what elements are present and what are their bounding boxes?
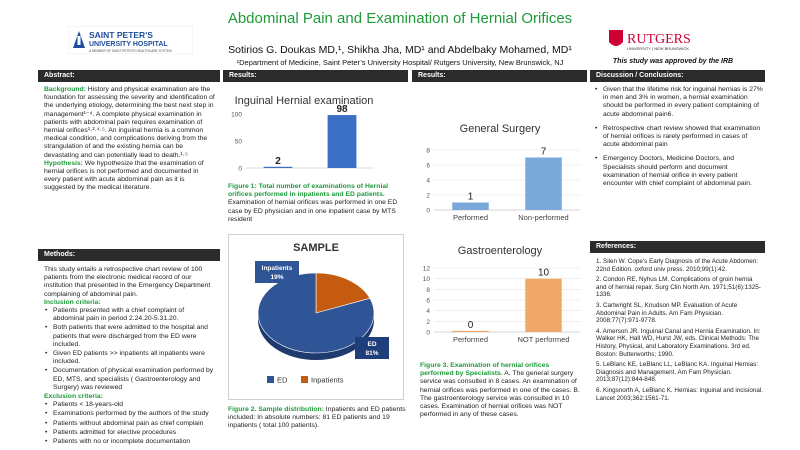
list-item: • Documentation of physical examination performed by ED, MTS, and specialists ( Gastroenterology and Surgery) was reviewed [44,367,216,392]
reference-item: 5. LeBlanc KE, LeBlanc LL, LeBlanc KA. Inguinal Hernias: Diagnosis and Management. Am Fam Physician. 2013;87(12):844-848. [596,361,759,384]
reference-item: 4. Amerson JR. Inguinal Canal and Hernia Examination. In: Walker HK, Hall WD, Hurst JW, eds. Clinical Methods: The History, Physical, and Laboratory Examinations. 3rd ed. Boston: Butterworths; 1990. [596,327,761,358]
fig3-caption: Figure 3. Examination of hernial orifices performed by Specialists. A. The general surgery service was consulted in 8 cases. An examination of hernial orifices was performed in one of the cases. B. The gastroenterology service was consulted in 10 cases. Examination of hernial orifices was NOT performed in any of these cases. [420,362,580,419]
data-label: 0 [467,319,474,331]
poster-title: Abdominal Pain and Examination of Hernial Orifices [227,10,573,27]
category-label: NOT performed [517,335,570,344]
references-body [596,258,764,405]
bar [452,203,489,211]
reference-item: 6. Kingsnorth A, LeBlanc K. Hernias: inguinal and incisional. Lancet 2003;362:1561-71. [596,386,763,402]
affiliation: ¹Department of Medicine, Saint Peter’s University Hospital/ Rutgers University, New Brunswick, NJ [236,58,564,67]
list-item: • Given ED patients >> inpatients all inpatients were included. [44,350,216,366]
legend-swatch [267,376,274,383]
category-label: Performed [452,213,489,222]
discussion-body [594,86,764,189]
y-tick-label: 2 [426,318,430,326]
abstract-background: Background: History and physical examination are the foundation for assessing the severity and identification of the underlying etiology, determining the best next step in management¹⁻⁴. A complete physical examination in patients with abdominal pain requires examination of hernial orifices¹·²·⁴·⁵. An inguinal hernia is a common medical condition, and complications deriving from the strangulation of and the existing hernia can be devastating and can potentially lead to death.¹·⁵ [44,86,215,159]
bar [264,167,293,168]
list-item: • Patients < 18-years-old [44,401,216,409]
abstract-body [44,86,216,193]
slice-label: 19% [270,274,284,281]
y-tick-label: 4 [426,177,430,185]
y-tick-label: 0 [426,207,430,215]
y-tick-label: 6 [426,162,430,170]
y-tick-label: 2 [426,192,430,200]
discussion-header: Discussion / Conclusions: [590,70,765,82]
inclusion-list [44,307,216,392]
list-item: • Patients admitted for elective procedures [44,429,216,437]
legend-label: Inpatients [311,375,344,385]
irb-note: This study was approved by the IRB [612,58,734,65]
sample-pie-chart [228,234,404,400]
logo-left-line1: SAINT PETER'S [89,30,153,40]
gastroenterology-chart [414,240,586,356]
data-label: 7 [540,146,547,158]
y-tick-label: 0 [426,329,430,337]
results-header-2: Results: [412,70,587,82]
abstract-hypothesis: Hypothesis: We hypothesize that the examination of hernial orifices is not performed and documented in every patient with acute abdominal pain as it is suggested by the medical literature. [44,159,204,192]
list-item: • Patients without abdominal pain as chief complain [44,420,216,428]
methods-body [44,266,216,447]
chart-title: SAMPLE [293,242,339,254]
inclusion-label: Inclusion criteria: [44,298,101,306]
legend-label: ED [277,375,288,385]
exclusion-label: Exclusion criteria: [44,393,103,401]
reference-item: 3. Cartwright SL, Knudson MP. Evaluation of Acute Abdominal Pain in Adults. Am Fam Physician. 2008;77(7):971-9778. [596,301,738,325]
data-label: 10 [537,267,550,279]
list-item: • Retrospective chart review showed that examination of hernial orifices is rarely performed in cases of acute abdominal pain [594,125,764,150]
category-label: Non-performed [518,213,569,222]
logo-right-sub: UNIVERSITY | NEW BRUNSWICK [627,46,690,51]
list-item: • Patients with no or incomplete documentation [44,438,216,446]
y-tick-label: 8 [426,147,430,155]
list-item: • Both patients that were admitted to the hospital and patients that were discharged from the ED were included. [44,324,216,349]
fig2-caption: Figure 2. Sample distribution: Inpatients and ED patients included: In absolute numbers: 81 ED patients and 19 inpatients ( total 100 patients). [228,406,406,430]
y-tick-label: 12 [422,265,430,273]
slice-label: Inpatients [261,265,293,272]
bar [525,158,562,211]
data-label: 1 [467,191,474,203]
slice-label: ED [367,341,377,348]
y-tick-label: 50 [234,138,242,146]
general-surgery-chart [414,118,586,234]
discussion-list [594,86,764,188]
y-tick-label: 0 [238,165,242,173]
bar [452,331,489,332]
references-header: References: [590,241,765,253]
category-label: Performed [452,335,489,344]
methods-header: Methods: [38,249,220,261]
bar [328,115,357,168]
bar [525,279,562,332]
fig1-caption: Figure 1: Total number of examinations of Hernial orifices performed in inpatients and ED patients. Examination of hernial orifices was performed in one ED case by ED physician and in one inpatient case by MTS resident [228,183,398,223]
list-item: • Patients presented with a chief complaint of abdominal pain in period 2.24.20-5.31.20. [44,307,216,323]
list-item: • Given that the lifetime risk for inguinal hernias is 27% in men and 3% in women, a hernial examination should be performed in every patient complaining of acute abdominal pain6. [594,86,764,119]
y-tick-label: 4 [426,308,430,316]
data-label: 98 [336,104,348,116]
list-item: • Examinations performed by the authors of the study [44,410,216,418]
abstract-header: Abstract: [38,70,220,82]
logo-left-line3: A MEMBER OF SAINT PETER'S HEALTHCARE SYSTEM [89,49,172,53]
list-item: • Emergency Doctors, Medicine Doctors, and Specialists should perform and document examination of hernial orifice in every patient encounter with chief complaint of abdominal pain. [594,155,764,188]
reference-item: 2. Condon RE, Nyhus LM. Complications of groin hernia and of hernial repair. Surg Clin North Am. 1971;51(6):1325-1336. [596,276,761,299]
results-header-1: Results: [223,70,408,82]
y-tick-label: 8 [426,286,430,294]
inguinal-chart [224,86,409,180]
chart-title: General Surgery [459,123,541,135]
exclusion-list [44,401,216,446]
y-tick-label: 6 [426,297,430,305]
data-label: 2 [275,155,281,167]
chart-title: Inguinal Hernial examination [234,95,374,107]
chart-title: Gastroenterology [457,245,543,257]
logo-left-line2: UNIVERSITY HOSPITAL [89,41,168,48]
y-tick-label: 100 [231,111,242,119]
y-tick-label: 10 [422,276,430,284]
logo-right-name: RUTGERS [627,32,691,47]
slice-label: 81% [365,350,379,357]
authors: Sotirios G. Doukas MD,¹, Shikha Jha, MD¹ and Abdelbaky Mohamed, MD¹ [228,44,572,56]
methods-intro: This study entails a retrospective chart review of 100 patients from the electronic medical record of our institution that presented in the Emergency Department complaining of abdominal pain. [44,266,211,298]
legend-swatch [301,376,308,383]
reference-item: 1. Silen W. Cope’s Early Diagnosis of the Acute Abdomen: 22nd Edition. oxford univ press. 2010;99(1):42. [596,258,758,273]
